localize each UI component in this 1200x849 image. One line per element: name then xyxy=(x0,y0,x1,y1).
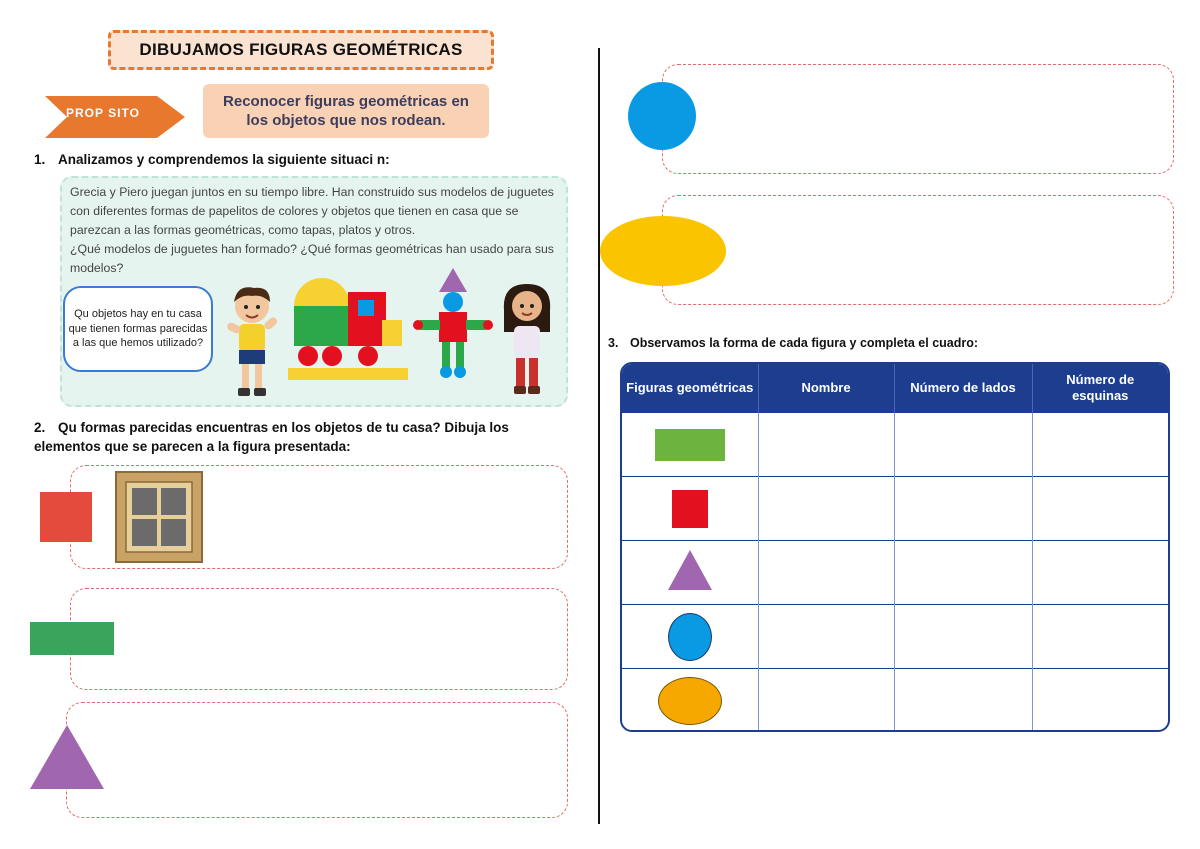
speech-bubble xyxy=(63,286,213,372)
story-paragraph-2: ¿Qué modelos de juguetes han formado? ¿Qué formas geométricas han usado para sus modelos? xyxy=(70,242,554,275)
purple-triangle-icon xyxy=(668,550,712,590)
table-cell-nombre[interactable] xyxy=(758,605,894,669)
drawing-box-circle[interactable] xyxy=(662,64,1174,174)
robot-toy-illustration xyxy=(412,268,494,380)
column-header-lados: Número de lados xyxy=(894,364,1032,413)
proposito-label: PROP SITO xyxy=(66,106,140,120)
table-row xyxy=(622,669,1168,733)
table-cell-shape xyxy=(622,413,758,477)
column-divider xyxy=(598,48,600,824)
drawing-box-oval[interactable] xyxy=(662,195,1174,305)
table-cell-esquinas[interactable] xyxy=(1032,605,1168,669)
table-cell-esquinas[interactable] xyxy=(1032,413,1168,477)
table-row xyxy=(622,413,1168,477)
column-header-figuras: Figuras geométricas xyxy=(622,364,758,413)
table-cell-shape xyxy=(622,605,758,669)
table-cell-nombre[interactable] xyxy=(758,669,894,733)
story-paragraph-1: Grecia y Piero juegan juntos en su tiempo libre. Han construido sus modelos de juguetes con diferentes formas de papelitos de colores y objetos que tienen en casa que se parezcan a las formas geométricas, como tapas, platos y otros. xyxy=(70,185,554,237)
column-header-nombre: Nombre xyxy=(758,364,894,413)
section3-heading: 3. Observamos la forma de cada figura y completa el cuadro: xyxy=(608,336,979,350)
blue-circle-icon xyxy=(628,82,696,150)
table-cell-shape xyxy=(622,477,758,541)
table-cell-lados[interactable] xyxy=(894,477,1032,541)
table-row xyxy=(622,477,1168,541)
column-header-esquinas: Número de esquinas xyxy=(1032,364,1168,413)
section2-heading: 2. Qu formas parecidas encuentras en los objetos de tu casa? Dibuja los elementos que se parecen a la figura presentada: xyxy=(34,420,509,454)
table-row xyxy=(622,541,1168,605)
table-cell-lados[interactable] xyxy=(894,541,1032,605)
window-icon xyxy=(114,470,204,564)
girl-illustration xyxy=(494,280,560,400)
worksheet-title: DIBUJAMOS FIGURAS GEOMÉTRICAS xyxy=(139,40,463,59)
table-cell-esquinas[interactable] xyxy=(1032,541,1168,605)
purple-triangle-icon xyxy=(30,725,104,789)
orange-oval-icon xyxy=(658,677,722,725)
speech-bubble-text: Qu objetos hay en tu casa que tienen formas parecidas a las que hemos utilizado? xyxy=(68,308,208,350)
table-cell-esquinas[interactable] xyxy=(1032,669,1168,733)
red-square-icon xyxy=(40,492,92,542)
table-cell-shape xyxy=(622,669,758,733)
table-cell-nombre[interactable] xyxy=(758,541,894,605)
table-row xyxy=(622,605,1168,669)
drawing-box-rectangle[interactable] xyxy=(70,588,568,690)
table-cell-shape xyxy=(622,541,758,605)
yellow-oval-icon xyxy=(600,216,726,286)
table-cell-lados[interactable] xyxy=(894,413,1032,477)
truck-toy-illustration xyxy=(288,272,410,384)
story-text xyxy=(70,183,560,278)
green-rectangle-icon xyxy=(655,429,725,461)
figures-table xyxy=(620,362,1170,732)
table-cell-nombre[interactable] xyxy=(758,477,894,541)
green-rectangle-icon xyxy=(30,622,114,655)
table-cell-lados[interactable] xyxy=(894,605,1032,669)
boy-illustration xyxy=(212,284,292,402)
table-cell-lados[interactable] xyxy=(894,669,1032,733)
blue-circle-icon xyxy=(668,613,712,661)
table-cell-esquinas[interactable] xyxy=(1032,477,1168,541)
worksheet-title-box xyxy=(108,30,494,70)
red-square-icon xyxy=(672,490,708,528)
table-cell-nombre[interactable] xyxy=(758,413,894,477)
proposito-text: Reconocer figuras geométricas en los objetos que nos rodean. xyxy=(223,93,469,129)
proposito-box xyxy=(203,84,489,138)
drawing-box-triangle[interactable] xyxy=(66,702,568,818)
section1-heading: 1. Analizamos y comprendemos la siguiente situaci n: xyxy=(34,152,390,167)
